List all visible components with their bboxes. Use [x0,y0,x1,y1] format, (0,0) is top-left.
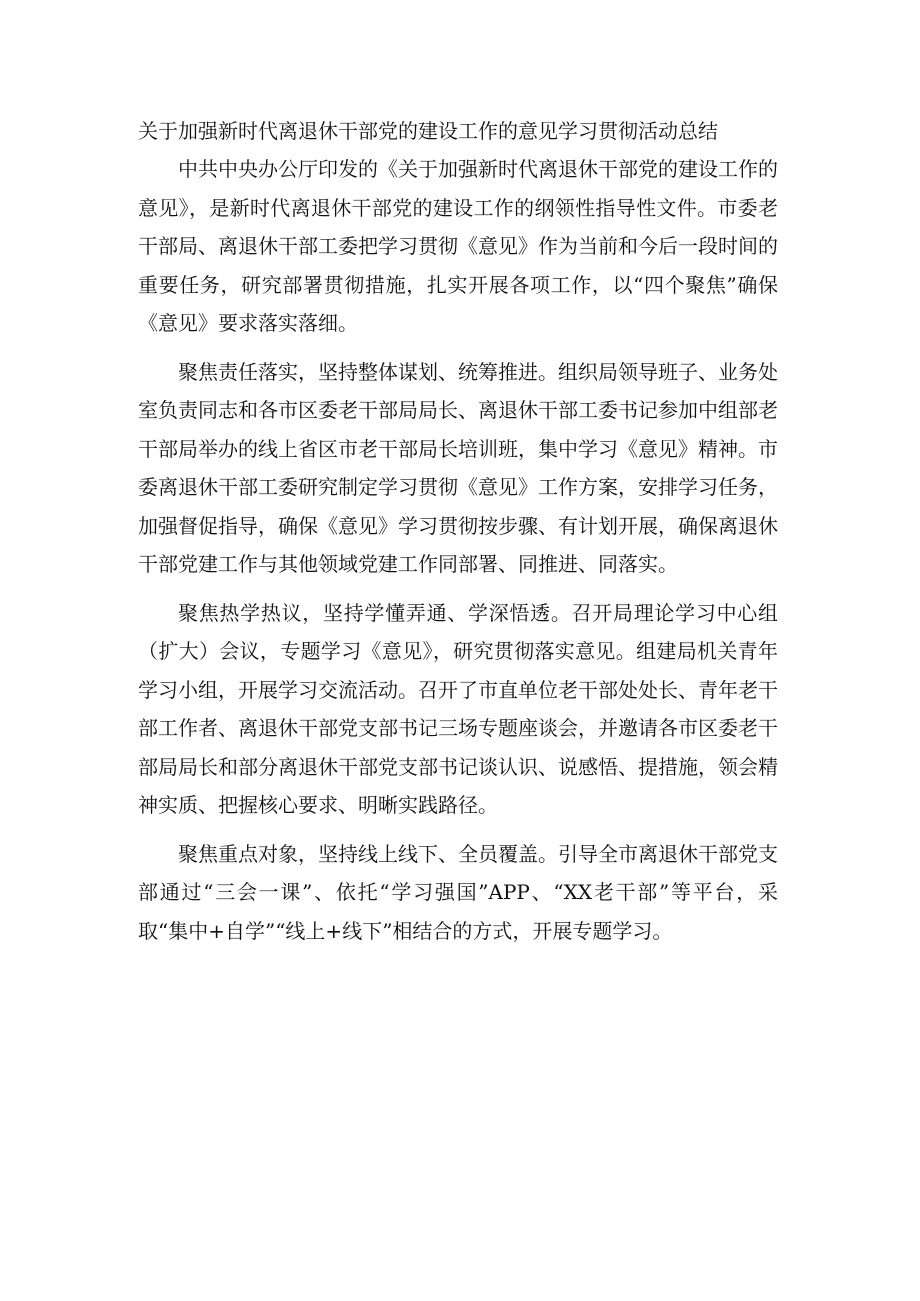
paragraph-responsibility: 聚焦责任落实，坚持整体谋划、统筹推进。组织局领导班子、业务处室负责同志和各市区委老干部局局长、离退休干部工委书记参加中组部老干部局举办的线上省区市老干部局长培训班，集中学习《意见》精神。市委离退休干部工委研究制定学习贯彻《意见》工作方案，安排学习任务，加强督促指导，确保《意见》学习贯彻按步骤、有计划开展，确保离退休干部党建工作与其他领域党建工作同部署、同推进、同落实。 [138,359,778,576]
paragraph-study-discussion: 聚焦热学热议，坚持学懂弄通、学深悟透。召开局理论学习中心组（扩大）会议，专题学习《意见》，研究贯彻落实意见。组建局机关青年学习小组，开展学习交流活动。召开了市直单位老干部处处长、青年老干部工作者、离退休干部党支部书记三场专题座谈会，并邀请各市区委老干部局局长和部分离退休干部党支部书记谈认识、说感悟、提措施，领会精神实质、把握核心要求、明晰实践路径。 [138,600,778,817]
paragraph-intro: 中共中央办公厅印发的《关于加强新时代离退休干部党的建设工作的意见》，是新时代离退休干部党的建设工作的纲领性指导性文件。市委老干部局、离退休干部工委把学习贯彻《意见》作为当前和今后一段时间的重要任务，研究部署贯彻措施，扎实开展各项工作，以“四个聚焦”确保《意见》要求落实落细。 [138,157,778,335]
document-title: 关于加强新时代离退休干部党的建设工作的意见学习贯彻活动总结 [138,119,718,143]
document-body [138,114,778,960]
paragraph-key-targets: 聚焦重点对象，坚持线上线下、全员覆盖。引导全市离退休干部党支部通过“三会一课”、依托“学习强国”APP、“XX老干部”等平台，采取“集中+自学”“线上+线下”相结合的方式，开展专题学习。 [138,841,778,943]
